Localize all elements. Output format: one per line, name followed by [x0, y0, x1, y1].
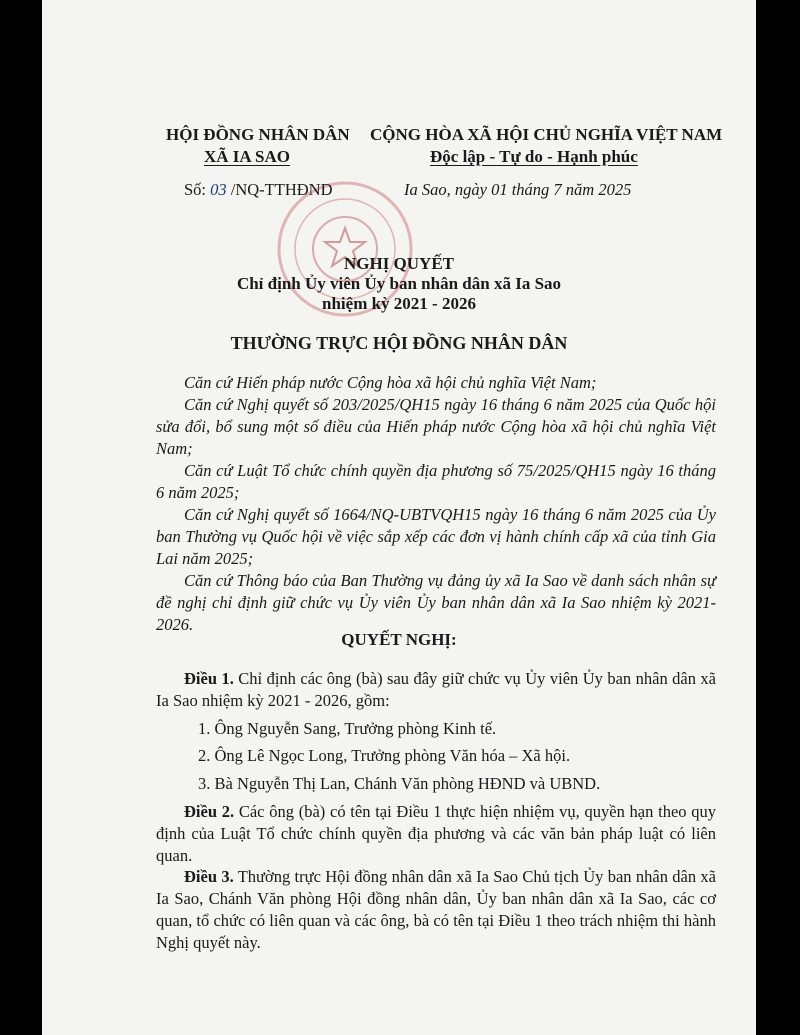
document-type-title: NGHỊ QUYẾT: [343, 254, 455, 273]
article-2-label: Điều 2.: [184, 802, 235, 821]
commune-name: XÃ IA SAO: [204, 147, 290, 166]
legal-basis-item: Căn cứ Thông báo của Ban Thường vụ đảng ủy xã Ia Sao về danh sách nhân sự đề nghị chỉ định giữ chức vụ Ủy viên Ủy ban nhân dân xã Ia Sao nhiệm kỳ 2021-2026.: [156, 571, 716, 634]
national-title: CỘNG HÒA XÃ HỘI CHỦ NGHĨA VIỆT NAM: [370, 125, 723, 144]
place-and-date: Ia Sao, ngày 01 tháng 7 năm 2025: [404, 180, 632, 199]
article-3-label: Điều 3.: [184, 867, 234, 886]
document-number: Số: 03 /NQ-TTHĐND: [184, 180, 333, 199]
article-3: Điều 3. Thường trực Hội đồng nhân dân xã Ia Sao Chủ tịch Ủy ban nhân dân xã Ia Sao, Chánh Văn phòng Hội đồng nhân dân, Ủy ban nhân dân xã Ia Sao, các cơ quan, tổ chức có liên quan và các ông, bà có tên tại Điều 1 theo trách nhiệm thi hành Nghị quyết này.: [156, 867, 716, 952]
legal-bases: [156, 372, 716, 636]
legal-basis-item: Căn cứ Nghị quyết số 203/2025/QH15 ngày 16 tháng 6 năm 2025 của Quốc hội sửa đổi, bổ sung một số điều của Hiến pháp nước Cộng hòa xã hội chủ nghĩa Việt Nam;: [156, 395, 716, 458]
article-1-label: Điều 1.: [184, 669, 234, 688]
legal-basis-item: Căn cứ Hiến pháp nước Cộng hòa xã hội chủ nghĩa Việt Nam;: [184, 373, 597, 392]
document-subject-line1: Chỉ định Ủy viên Ủy ban nhân dân xã Ia Sao: [236, 274, 562, 293]
national-motto: Độc lập - Tự do - Hạnh phúc: [430, 147, 638, 166]
appointee-item: 1. Ông Nguyễn Sang, Trưởng phòng Kinh tế.: [198, 719, 497, 738]
document-subject-line2: nhiệm kỳ 2021 - 2026: [322, 294, 476, 313]
issuing-organization: HỘI ĐỒNG NHÂN DÂN: [166, 125, 350, 144]
appointee-item: 2. Ông Lê Ngọc Long, Trưởng phòng Văn hóa – Xã hội.: [198, 746, 571, 765]
decision-heading: QUYẾT NGHỊ:: [341, 630, 457, 649]
article-2: Điều 2. Các ông (bà) có tên tại Điều 1 thực hiện nhiệm vụ, quyền hạn theo quy định của Luật Tổ chức chính quyền địa phương và các văn bản pháp luật có liên quan.: [156, 802, 716, 865]
article-1: Điều 1. Chỉ định các ông (bà) sau đây giữ chức vụ Ủy viên Ủy ban nhân dân xã Ia Sao nhiệm kỳ 2021 - 2026, gồm:: [156, 669, 717, 710]
issuing-body: THƯỜNG TRỰC HỘI ĐỒNG NHÂN DÂN: [230, 333, 568, 353]
legal-basis-item: Căn cứ Luật Tổ chức chính quyền địa phương số 75/2025/QH15 ngày 16 tháng 6 năm 2025;: [156, 461, 716, 502]
appointee-item: 3. Bà Nguyễn Thị Lan, Chánh Văn phòng HĐND và UBND.: [198, 774, 601, 793]
legal-basis-item: Căn cứ Nghị quyết số 1664/NQ-UBTVQH15 ngày 16 tháng 6 năm 2025 của Ủy ban Thường vụ Quốc hội về việc sắp xếp các đơn vị hành chính cấp xã của tỉnh Gia Lai năm 2025;: [156, 505, 716, 568]
document-page: [42, 0, 756, 1035]
document-number-value: 03: [210, 180, 227, 199]
